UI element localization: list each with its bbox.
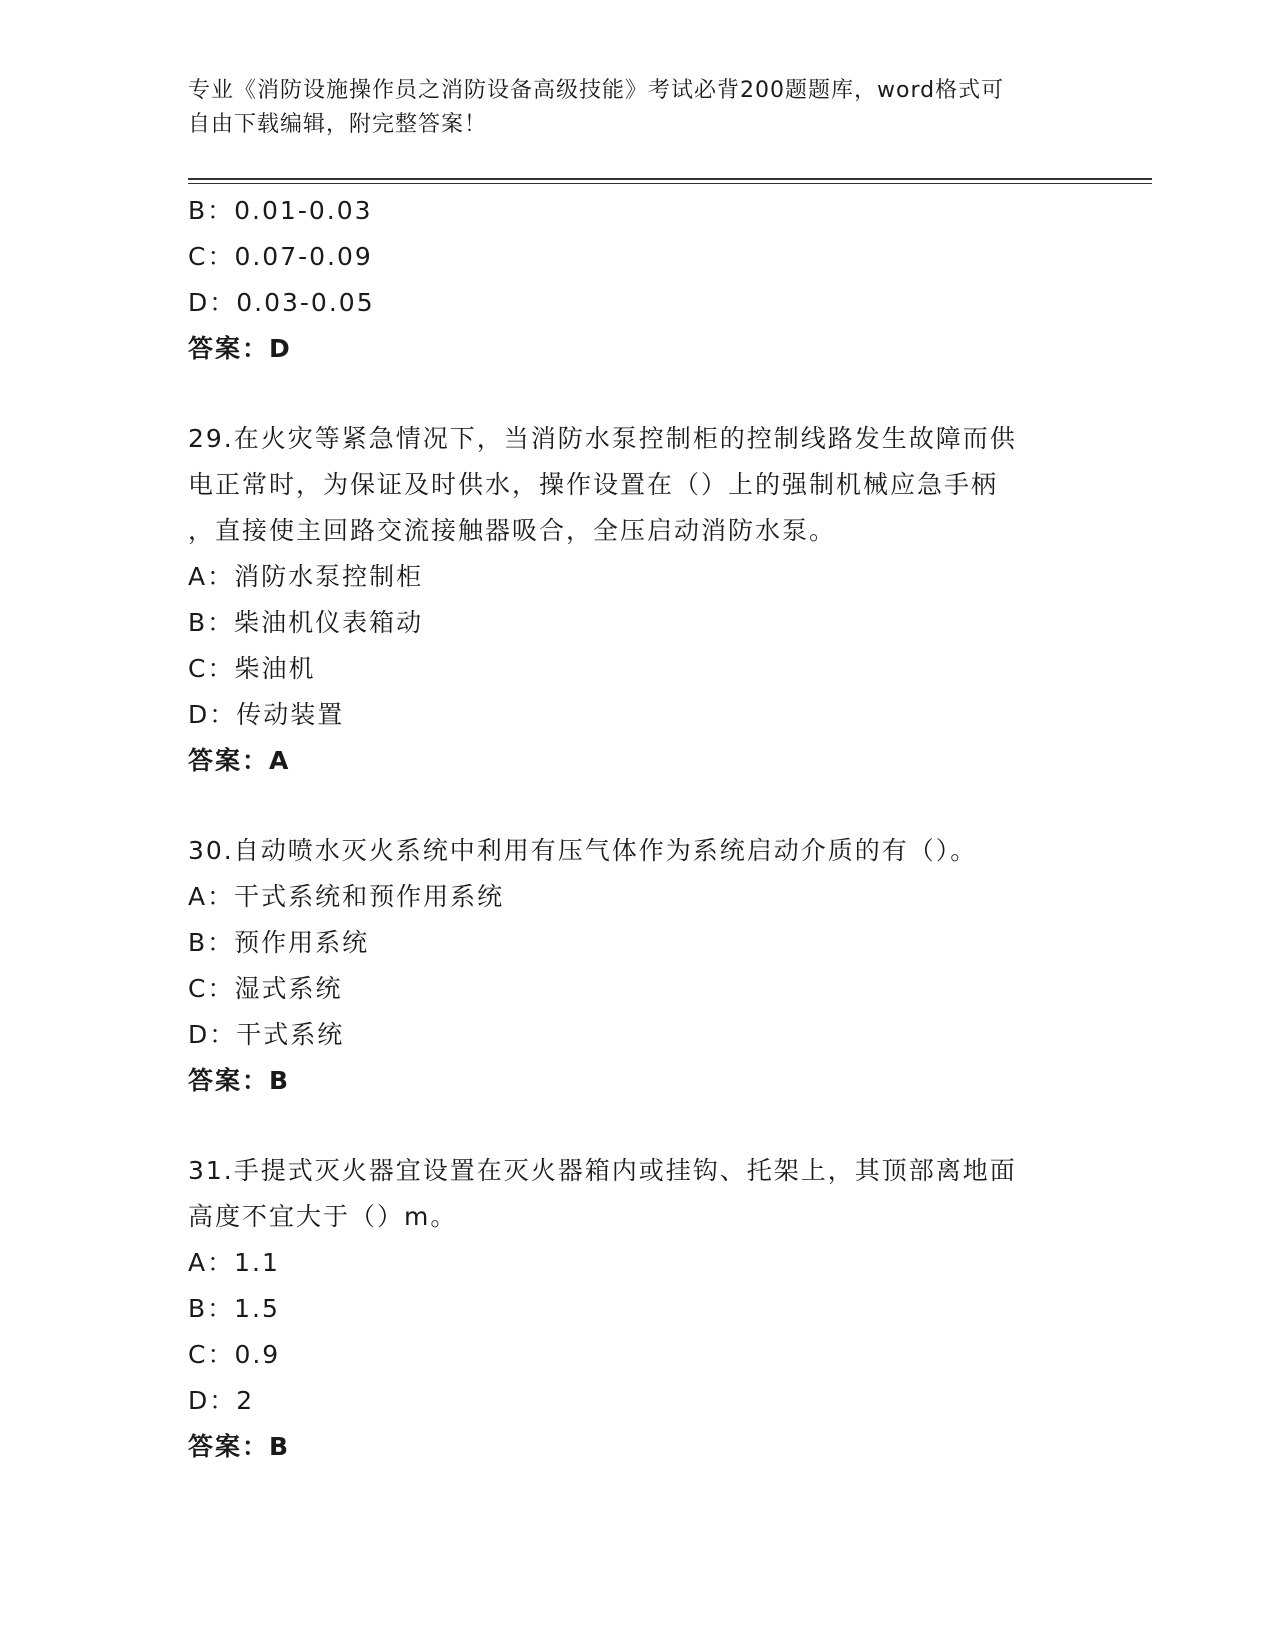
option-c: C：0.07-0.09 bbox=[188, 242, 373, 271]
option-d: D：2 bbox=[188, 1386, 255, 1415]
question-31 bbox=[188, 1148, 1088, 1470]
option-d: D：0.03-0.05 bbox=[188, 288, 375, 317]
question-29 bbox=[188, 416, 1088, 784]
header-divider bbox=[188, 178, 1152, 180]
header-divider-thin bbox=[188, 183, 1152, 184]
answer-line: 答案：B bbox=[188, 1432, 291, 1461]
option-c: C：柴油机 bbox=[188, 654, 316, 683]
answer-line: 答案：B bbox=[188, 1066, 291, 1095]
option-c: C：湿式系统 bbox=[188, 974, 343, 1003]
question-list bbox=[188, 188, 1088, 1470]
question-stem: ，直接使主回路交流接触器吸合，全压启动消防水泵。 bbox=[188, 516, 837, 545]
page-header bbox=[188, 74, 1088, 142]
option-b: B：0.01-0.03 bbox=[188, 196, 373, 225]
question-stem: 29.在火灾等紧急情况下，当消防水泵控制柜的控制线路发生故障而供 bbox=[188, 424, 1017, 453]
option-d: D：干式系统 bbox=[188, 1020, 345, 1049]
option-a: A：1.1 bbox=[188, 1248, 280, 1277]
option-b: B：1.5 bbox=[188, 1294, 280, 1323]
question-stem: 30.自动喷水灭火系统中利用有压气体作为系统启动介质的有（）。 bbox=[188, 836, 978, 865]
question-28-tail bbox=[188, 188, 1088, 372]
question-stem: 高度不宜大于（）m。 bbox=[188, 1202, 458, 1231]
option-b: B：预作用系统 bbox=[188, 928, 370, 957]
option-c: C：0.9 bbox=[188, 1340, 281, 1369]
header-line-1: 专业《消防设施操作员之消防设备高级技能》考试必背200题题库，word格式可 bbox=[188, 78, 1005, 103]
question-stem: 31.手提式灭火器宜设置在灭火器箱内或挂钩、托架上，其顶部离地面 bbox=[188, 1156, 1017, 1185]
option-b: B：柴油机仪表箱动 bbox=[188, 608, 424, 637]
question-stem: 电正常时，为保证及时供水，操作设置在（）上的强制机械应急手柄 bbox=[188, 470, 999, 499]
option-d: D：传动装置 bbox=[188, 700, 345, 729]
answer-line: 答案：A bbox=[188, 746, 291, 775]
option-a: A：消防水泵控制柜 bbox=[188, 562, 424, 591]
option-a: A：干式系统和预作用系统 bbox=[188, 882, 505, 911]
header-line-2: 自由下载编辑，附完整答案！ bbox=[188, 112, 488, 137]
answer-line: 答案：D bbox=[188, 334, 292, 363]
question-30 bbox=[188, 828, 1088, 1104]
